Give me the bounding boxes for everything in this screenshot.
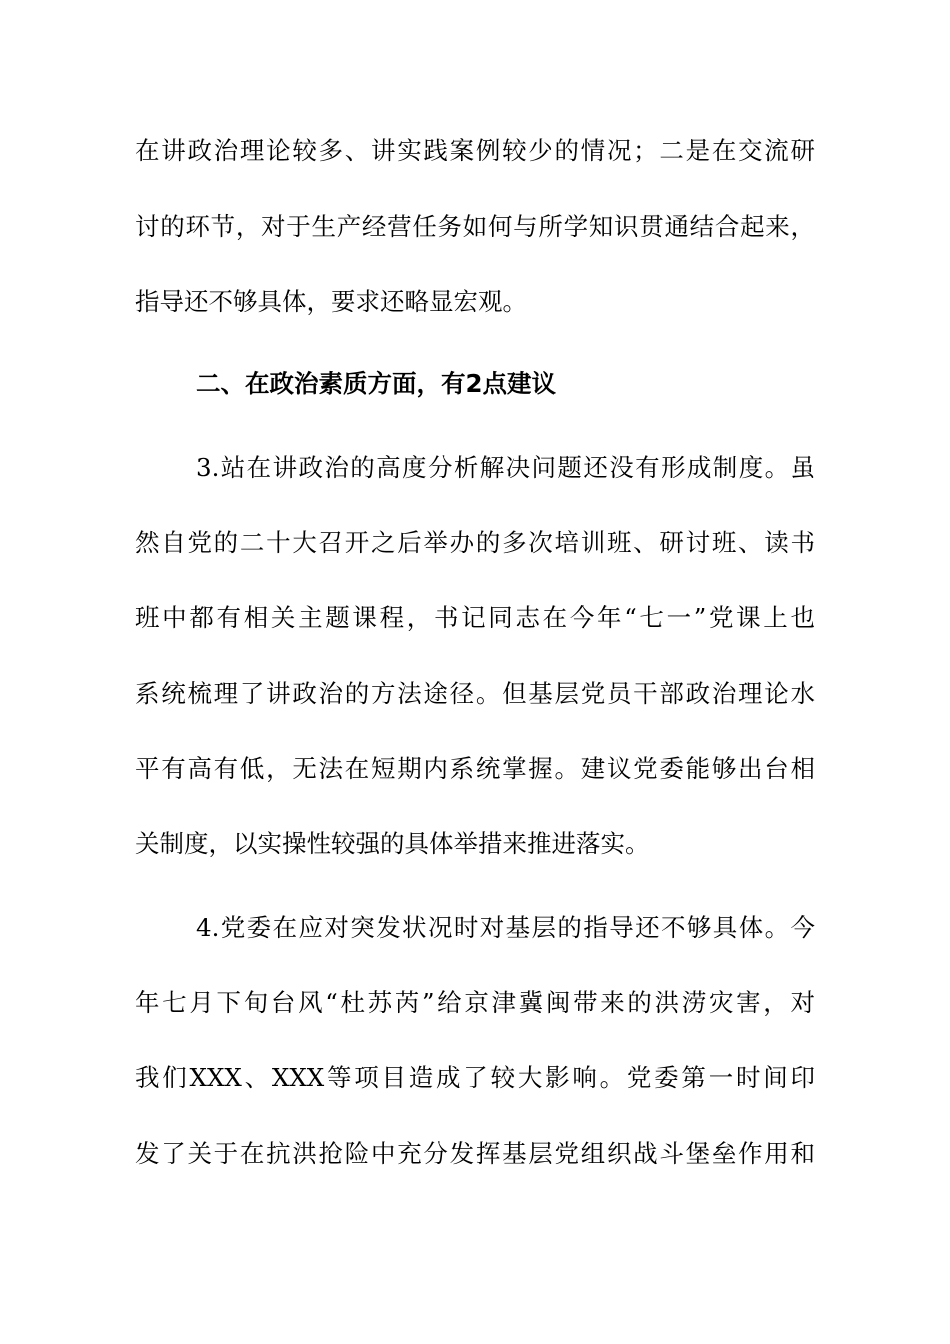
paragraph-line: 然自党的二十大召开之后举办的多次培训班、研讨班、读书: [135, 528, 815, 557]
paragraph-line: 在讲政治理论较多、讲实践案例较少的情况；二是在交流研: [135, 136, 815, 165]
section-heading: 二、在政治素质方面，有2点建议: [196, 369, 557, 398]
paragraph-line: 讨的环节，对于生产经营任务如何与所学知识贯通结合起来，: [135, 212, 815, 241]
paragraph-line: 年七月下旬台风“杜苏芮”给京津冀闽带来的洪涝灾害，对: [135, 988, 815, 1017]
paragraph-line: 我们XXX、XXX等项目造成了较大影响。党委第一时间印: [135, 1063, 815, 1092]
paragraph-line: 指导还不够具体，要求还略显宏观。: [135, 287, 527, 316]
paragraph-line: 关制度，以实操性较强的具体举措来推进落实。: [135, 829, 650, 858]
paragraph-line: 发了关于在抗洪抢险中充分发挥基层党组织战斗堡垒作用和: [135, 1139, 815, 1168]
paragraph-line: 3.站在讲政治的高度分析解决问题还没有形成制度。虽: [196, 453, 815, 482]
paragraph-line: 系统梳理了讲政治的方法途径。但基层党员干部政治理论水: [135, 679, 815, 708]
paragraph-line: 4.党委在应对突发状况时对基层的指导还不够具体。今: [196, 913, 815, 942]
paragraph-line: 班中都有相关主题课程，书记同志在今年“七一”党课上也: [135, 603, 815, 632]
paragraph-line: 平有高有低，无法在短期内系统掌握。建议党委能够出台相: [135, 754, 815, 783]
